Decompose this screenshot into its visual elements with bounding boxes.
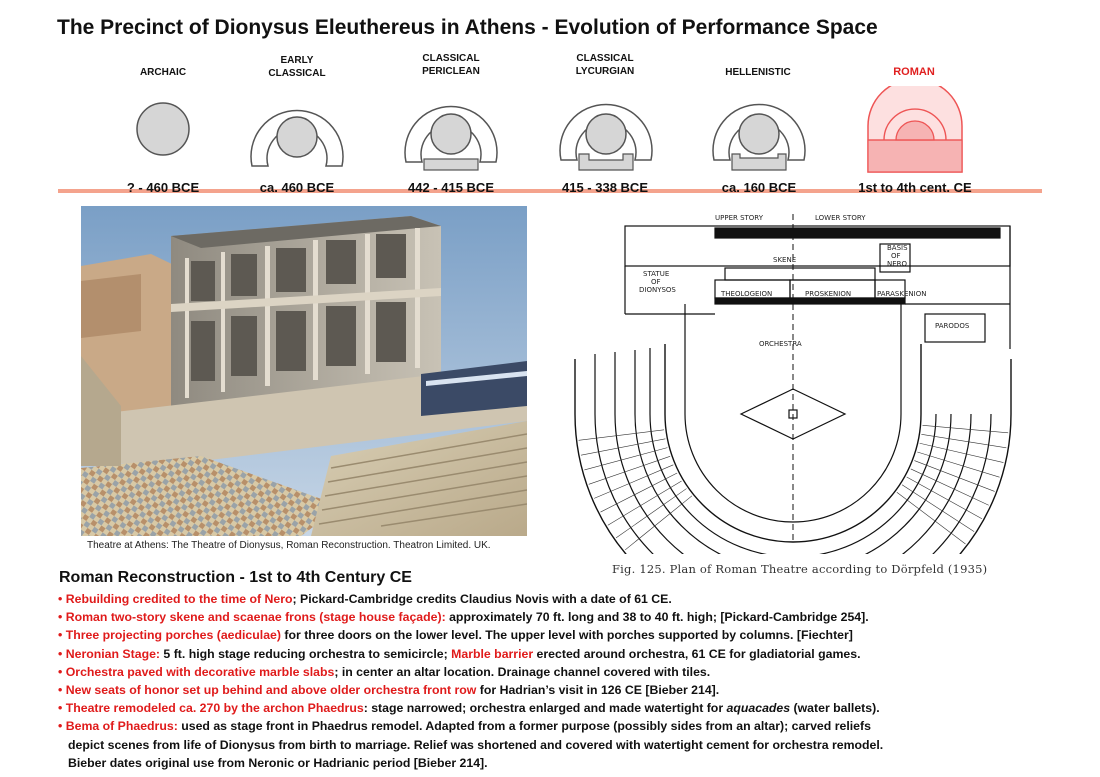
seat-row-line (616, 489, 686, 538)
list-item: • Theatre remodeled ca. 270 by the archon Phaedrus: stage narrowed; orchestra enlarged and made watertight for aquacades (water ballets). (58, 701, 880, 716)
plan-caption: Fig. 125. Plan of Roman Theatre according to Dörpfeld (1935) (612, 562, 988, 576)
seat-row-line (897, 492, 966, 544)
plan-label-upper-story: UPPER STORY (715, 214, 763, 222)
plan-label-lower-story: LOWER STORY (815, 214, 866, 222)
plan-label-statue-3: DIONYSOS (639, 286, 676, 294)
list-item: • Bema of Phaedrus: used as stage front in Phaedrus remodel. Adapted from a former purpose (possibly sides from an altar); carved reliefs depict scenes from life of Dionysus from birth to marriage. Relief was shortened and covered with watertight cement for orchestra remodel. Bieber dates original use from Neronic or Hadrianic period [Bieber 214]. (58, 719, 884, 770)
date-archaic: ? - 460 BCE (126, 180, 200, 195)
seat-row-line (584, 448, 667, 470)
hellenistic-theatre-diagram-icon (706, 84, 812, 174)
list-item: • Three projecting porches (aediculae) for three doors on the lower level. The upper level with porches supported by columns. [Fiechter] (58, 628, 853, 643)
period-label-hellenistic: HELLENISTIC (725, 67, 791, 78)
seat-row-line (601, 473, 678, 512)
period-label-early-classical: EARLY CLASSICAL (268, 55, 326, 79)
plan-label-skene: SKENE (773, 256, 797, 264)
list-item: • New seats of honor set up behind and above older orchestra front row for Hadrian’s visit in 126 CE [Bieber 214]. (58, 683, 720, 698)
early-classical-theatre-diagram-icon (244, 84, 350, 174)
photo-caption: Theatre at Athens: The Theatre of Dionysus, Roman Reconstruction. Theatron Limited. UK. (87, 540, 491, 551)
periclean-theatre-diagram-icon (398, 84, 504, 174)
list-item: • Orchestra paved with decorative marble slabs; in center an altar location. Drainage channel covered with tiles. (58, 664, 711, 679)
period-label-roman: ROMAN (893, 66, 935, 78)
roman-theatre-plan-drawing (565, 204, 1035, 554)
date-periclean: 442 - 415 BCE (408, 180, 494, 195)
plan-label-orchestra: ORCHESTRA (759, 340, 802, 348)
seat-row-line (917, 452, 999, 477)
seat-row-line (625, 496, 692, 550)
seat-row-line (921, 434, 1006, 447)
date-early-classical: ca. 460 BCE (259, 180, 335, 195)
lycurgian-theatre-diagram-icon (553, 84, 659, 174)
period-label-classical-periclean: CLASSICAL PERICLEAN (422, 53, 480, 77)
plan-label-proskenion: PROSKENION (805, 290, 852, 298)
plan-label-statue-2: OF (651, 278, 661, 286)
date-lycurgian: 415 - 338 BCE (562, 180, 648, 195)
plan-label-basis-2: OF (891, 252, 901, 260)
plan-label-parodos: PARODOS (935, 322, 970, 330)
date-roman: 1st to 4th cent. CE (858, 180, 972, 195)
list-item: • Roman two-story skene and scaenae frons (stage house façade): approximately 70 ft. long and 38 to 40 ft. high; [Pickard-Cambridge 254]. (58, 610, 869, 625)
plan-label-basis-3: NERO (887, 260, 908, 268)
plan-label-statue-1: STATUE (643, 270, 670, 278)
roman-theatre-diagram-icon (862, 86, 968, 178)
period-label-classical-lycurgian: CLASSICAL LYCURGIAN (575, 53, 635, 77)
list-item: • Rebuilding credited to the time of Nero; Pickard-Cambridge credits Claudius Novis with a date of 61 CE. (58, 592, 672, 606)
list-item: • Neronian Stage: 5 ft. high stage reducing orchestra to semicircle; Marble barrier erected around orchestra, 61 CE for gladiatorial games. (58, 646, 861, 661)
plan-label-theologeion: THEOLOGEION (721, 290, 773, 298)
archaic-theatre-diagram-icon (130, 96, 196, 162)
date-hellenistic: ca. 160 BCE (721, 180, 797, 195)
section-heading: Roman Reconstruction - 1st to 4th Century CE (59, 569, 412, 586)
page-title: The Precinct of Dionysus Eleuthereus in Athens - Evolution of Performance Space (57, 16, 878, 39)
period-label-archaic: ARCHAIC (139, 67, 187, 78)
seat-row-line (920, 443, 1004, 462)
theatre-reconstruction-image (81, 206, 527, 536)
seat-row-line (581, 439, 665, 455)
plan-label-paraskenion: PARASKENION (877, 290, 927, 298)
plan-label-basis-1: BASIS (887, 244, 908, 252)
bullet-list (58, 590, 1093, 772)
